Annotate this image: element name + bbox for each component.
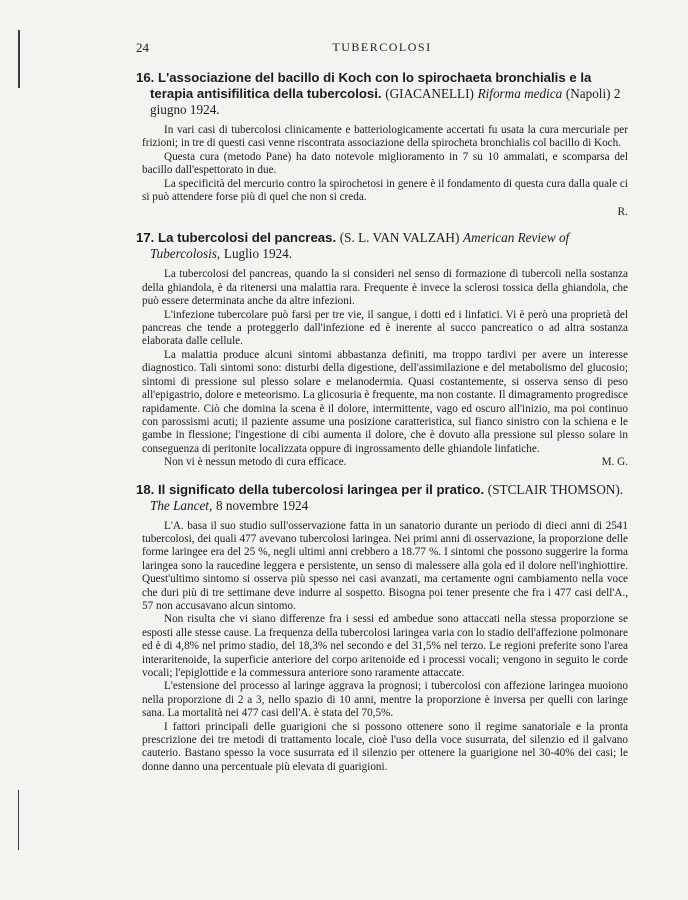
paragraph: L'estensione del processo al laringe aggrava la prognosi; i tubercolosi con affezione laringea muoiono nella proporzione di 2 a 3, nello spazio di 10 anni, mentre la proporzione è inversa per quelli con laringe sana. La mortalità nei 477 casi dell'A. è stata del 70,5%.	[142, 680, 628, 720]
paragraph: La malattia produce alcuni sintomi abbastanza definiti, ma troppo tardivi per avere un interesse diagnostico. Tali sintomi sono: disturbi della digestione, dell'assimilazione e del metabolismo del glucosio; sintomi di pressione sul plesso solare e melanodermia. Quasi costantemente, si osserva senso di peso all'epigastrio, dolore e meteorismo. La glicosuria è frequente, ma non costante. Il dimagramento progredisce rapidamente. Ciò che domina la scena è il dolore, intermittente, vago ed oscuro all'inizio, ma poi continuo con parossismi acuti; il paziente assume una posizione caratteristica, sul fianco sinistro con la schiena e le gambe in flessione; l'ingestione di cibi aumenta il dolore, che è dovuto alla pressione sul plesso solare in conseguenza di peritonite localizzata oppure di ingrossamento delle ghiandole linfatiche.	[142, 348, 628, 455]
page-number: 24	[136, 40, 149, 55]
article-number: 18.	[136, 481, 155, 497]
article-author: (STCLAIR THOMSON).	[487, 481, 624, 497]
article-journal: American Review of Tubercolosis,	[150, 230, 570, 262]
paragraph: L'infezione tubercolare può farsi per tre vie, il sangue, i dotti ed i linfatici. Vi è però una proprietà del pancreas che tende a proteggerlo dall'infezione ed è inerente al succo pancreatico o ad altra sostanza elaborata dalle cellule.	[142, 308, 628, 348]
paragraph: In vari casi di tubercolosi clinicamente e batteriologicamente accertati fu usata la cura mercuriale per frizioni; in tre di questi casi venne riscontrata associazione della spirocheta bronchialis col bacillo di Koch.	[142, 124, 628, 150]
article-title	[136, 230, 628, 262]
paragraph: La tubercolosi del pancreas, quando la si consideri nel senso di formazione di tubercoli nella sostanza della ghiandola, è da ritenersi una malattia rara. Frequente è invece la sclerosi tossica della ghiandola, che può essere determinata anche da altre infezioni.	[142, 268, 628, 308]
article-date: (Napoli) 2 giugno 1924.	[150, 86, 621, 117]
article-number: 17.	[136, 230, 155, 246]
page-header	[136, 40, 628, 58]
article-title	[136, 70, 628, 118]
article-number: 16.	[136, 70, 155, 85]
paragraph: L'A. basa il suo studio sull'osservazione fatta in un sanatorio durante un periodo di dieci anni di 2541 tubercolosi, dei quali 477 avevano tubercolosi laringea. Nei primi anni di osservazione, la proporzione delle forme laringee era del 25 %, negli ultimi anni crebbero a 18.77 %. I sintomi che possono suggerire la forma laringea sono la raucedine leggera e persistente, un senso di malessere alla gola ed il dolore nell'inghiottire. Quest'ultimo sintomo si osserva più spesso nei casi avanzati, ma certamente ogni cambiamento nella voce che duri più di tre settimane deve indurre al sospetto. Bisogna poi tener presente che fra i 477 casi dell'A., 57 non accusavano alcun sintomo.	[142, 519, 628, 612]
article-heading: La tubercolosi del pancreas.	[158, 230, 337, 246]
paragraph: I fattori principali delle guarigioni che si possono ottenere sono il regime sanatoriale e la pronta prescrizione dei tre metodi di trattamento locale, cioè l'uso della voce susurrata, del silenzio ed il galvano cauterio. Bastano spesso la voce susurrata ed il silenzio per ottenere la guarigione nel 30-40% dei casi; le donne danno una percentuale più elevata di guarigioni.	[142, 720, 628, 773]
signature: R.	[617, 206, 628, 219]
paragraph: Questa cura (metodo Pane) ha dato notevole miglioramento in 7 su 10 ammalati, e scomparsa del bacillo dall'espettorato in due.	[142, 150, 628, 177]
paragraph: La specificità del mercurio contro la spirochetosi in genere è il fondamento di questa cura dalla quale ci si può attendere forse più di quel che non si creda.	[142, 177, 628, 204]
article-date: Luglio 1924.	[223, 246, 293, 262]
closing-line	[136, 456, 628, 469]
article-journal: Riforma medica	[477, 86, 563, 101]
article-17	[136, 230, 628, 469]
running-head: TUBERCOLOSI	[332, 40, 432, 54]
article-heading: L'associazione del bacillo di Koch con lo spirochaeta bronchialis e la terapia antisifilitica della tubercolosi.	[150, 70, 592, 101]
margin-mark-top	[18, 30, 20, 88]
closing-sentence: Non vi è nessun metodo di cura efficace.	[164, 456, 347, 469]
article-heading: Il significato della tubercolosi laringea per il pratico.	[158, 481, 485, 497]
article-author: (S. L. VAN VALZAH)	[339, 230, 460, 246]
article-journal: The Lancet,	[150, 497, 213, 513]
article-18	[136, 482, 628, 775]
paragraph: Non risulta che vi siano differenze fra i sessi ed ambedue sono attaccati nella stessa proporzione se esposti alle stesse cause. La frequenza della tubercolosi laringea varia con lo stadio dell'affezione polmonare ed è di 4,8% nel primo stadio, del 18,3% nel secondo e del 31,5% nel terzo. Le regioni preferite sono l'area interaritenoide, la superficie anteriore del corpo aritenoide ed i processi vocali; vengono in seguito le corde vocali; l'epiglottide e la commessura anteriore sono raramente attaccate.	[142, 613, 628, 679]
article-author: (GIACANELLI)	[385, 86, 474, 101]
margin-mark-bottom	[18, 790, 19, 850]
article-16	[136, 70, 628, 218]
article-title	[136, 482, 628, 514]
signature: M. G.	[601, 456, 628, 469]
page	[136, 40, 628, 774]
article-date: 8 novembre 1924	[215, 497, 309, 513]
